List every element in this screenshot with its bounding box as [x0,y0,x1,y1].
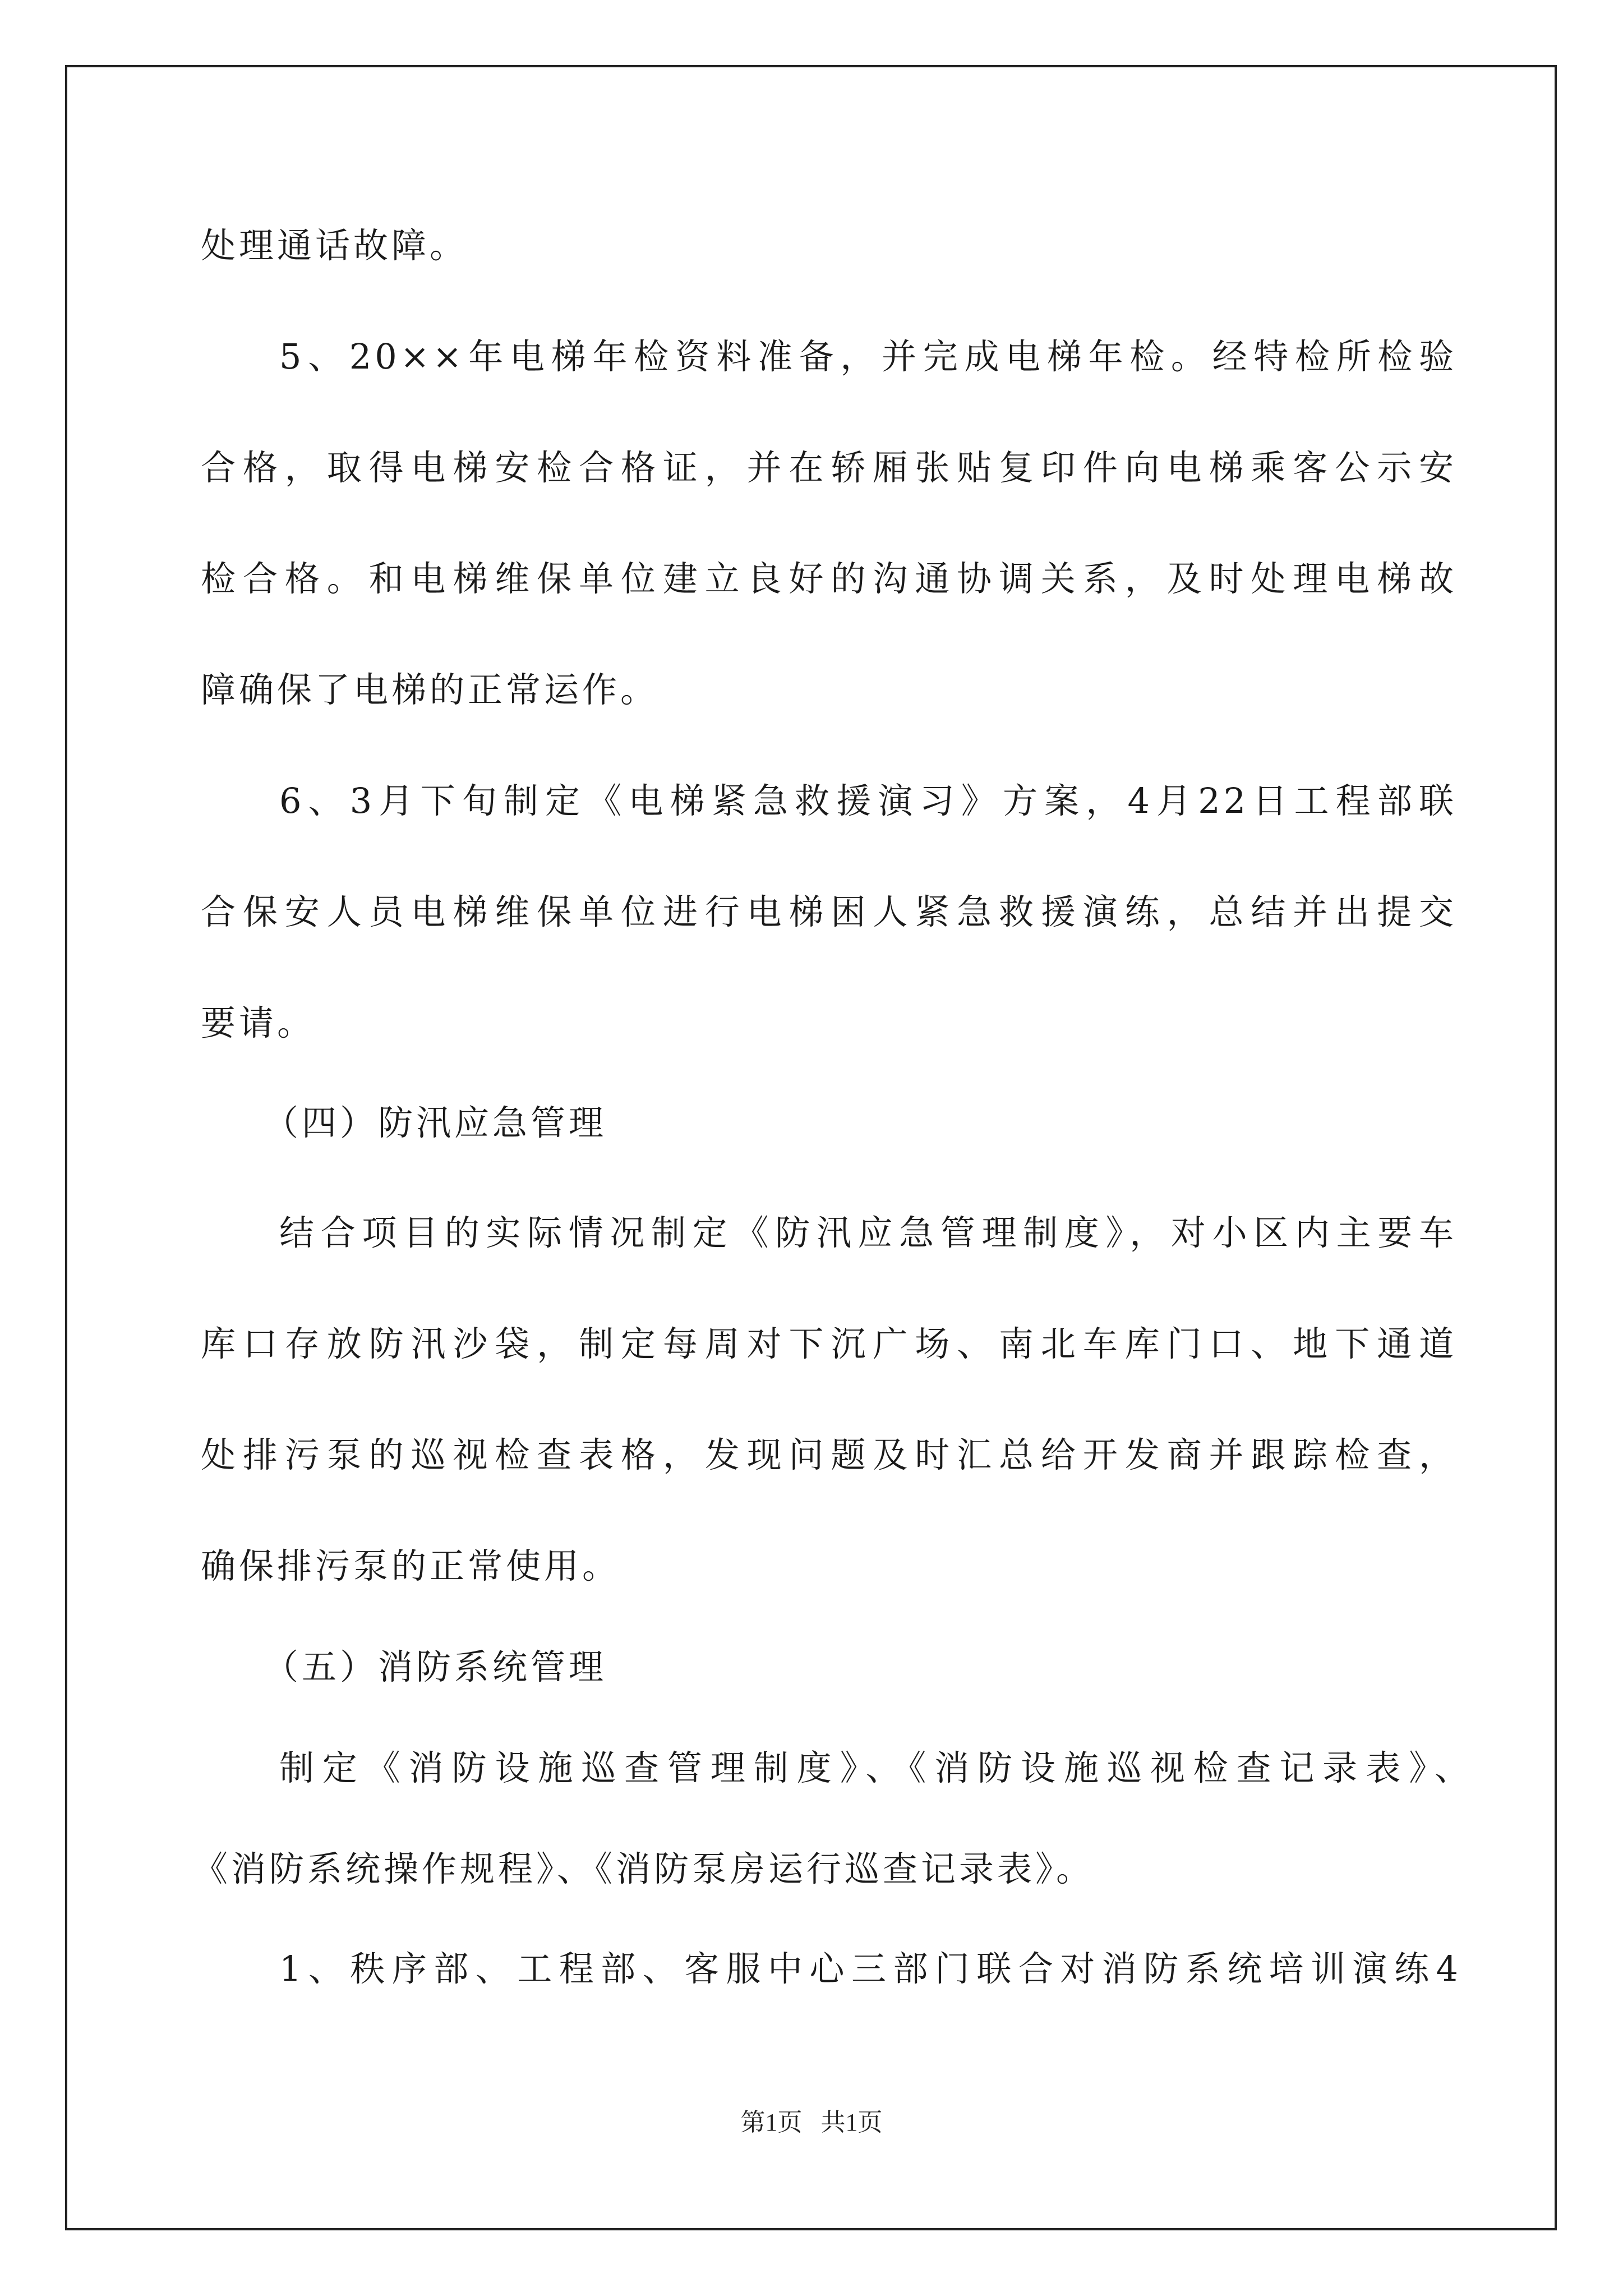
section-heading: （四）防汛应急管理 [264,1102,607,1143]
paragraph-line: 制定《消防设施巡查管理制度》、《消防设施巡视检查记录表》、 [279,1747,1473,1788]
paragraph-line: 6、3月下旬制定《电梯紧急救援演习》方案，4月22日工程部联 [279,780,1457,821]
paragraph-line: 处排污泵的巡视检查表格，发现问题及时汇总给开发商并跟踪检查， [201,1434,1457,1475]
paragraph-line: 《消防系统操作规程》、《消防泵房运行巡查记录表》。 [193,1848,1095,1889]
paragraph-line: 障确保了电梯的正常运作。 [201,669,659,710]
paragraph-line: 结合项目的实际情况制定《防汛应急管理制度》，对小区内主要车 [279,1212,1457,1253]
section-heading: （五）消防系统管理 [264,1646,607,1687]
paragraph-line: 5、20××年电梯年检资料准备，并完成电梯年检。经特检所检验 [279,336,1457,377]
paragraph-line: 库口存放防汛沙袋，制定每周对下沉广场、南北车库门口、地下通道 [201,1323,1457,1364]
page-number-footer: 第1页 共1页 [740,2109,883,2136]
paragraph-line: 要请。 [201,1002,316,1043]
page-border [65,65,1557,2230]
paragraph-line: 检合格。和电梯维保单位建立良好的沟通协调关系，及时处理电梯故 [201,558,1457,599]
paragraph-line: 确保排污泵的正常使用。 [201,1545,621,1586]
paragraph-line: 1、秩序部、工程部、客服中心三部门联合对消防系统培训演练4 [279,1948,1461,1989]
paragraph-line: 合格，取得电梯安检合格证，并在轿厢张贴复印件向电梯乘客公示安 [201,447,1457,488]
paragraph-line: 合保安人员电梯维保单位进行电梯困人紧急救援演练，总结并出提交 [201,891,1457,932]
paragraph-line: 处理通话故障。 [201,225,468,266]
